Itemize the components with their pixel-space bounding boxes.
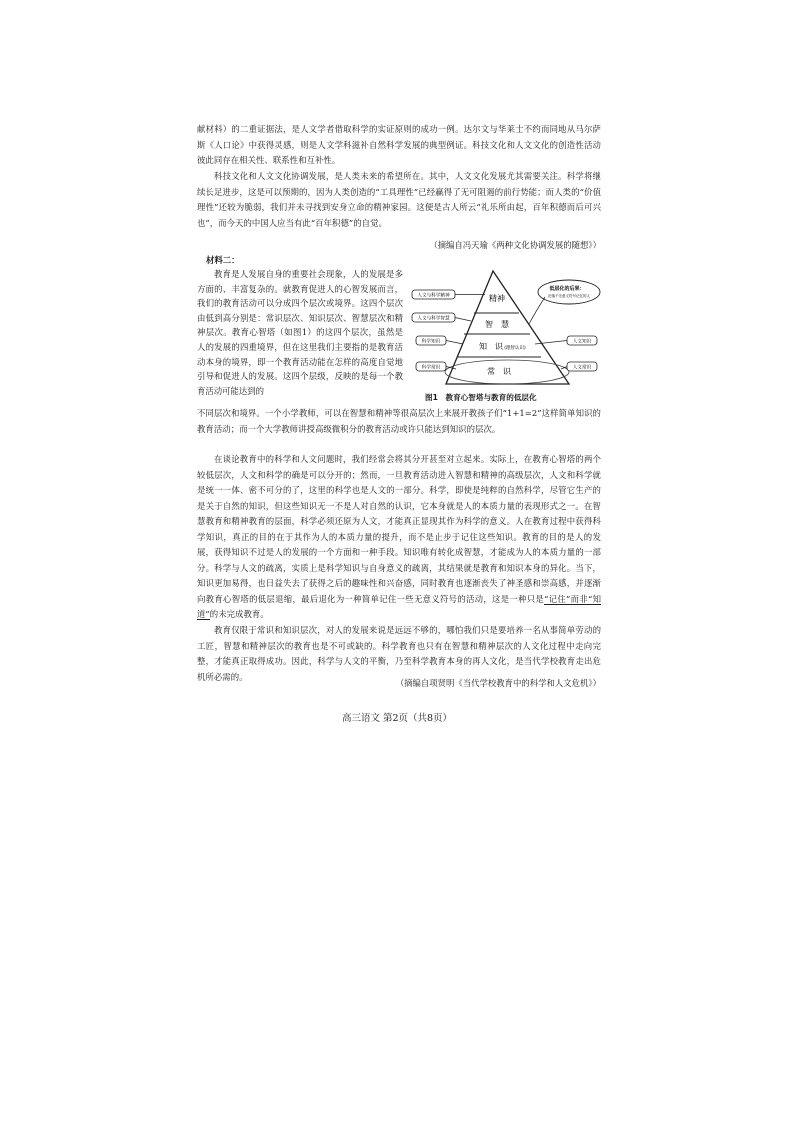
paragraph-4-body: 在谈论教育中的科学和人文问题时，我们经常会将其分开甚至对立起来。实际上，在教育心智塔的两个较低层次，人文和科学的确是可以分开的；然而，一旦教育活动进入智慧和精神的高级层次，人文和科学就是统一一体、密不可分的了，这里的科学也是人文的一部分。科学，即使是纯粹的自然科学，尽管它生产的是关于自然的知识，但这些知识无一不是人对自然的认识，它本身就是人的本质力量的表现形式之一。在智慧教育和精神教育的层面，科学必须还原为人文，才能真正显现其作为科学的意义。人在教育过程中获得科学知识，真正的目的在于其作为人的本质力量的提升，而不是止步于记住这些知识。教育的目的是人的发展，获得知识不过是人的发展的一个方面和一种手段。知识唯有转化成智慧，才能成为人的本质力量的一部分。科学与人文的疏离，实质上是科学知识与自身意义的疏离，其结果就是教育和知识本身的异化。当下，知识更加易得，也日益失去了获得之后的趣味性和兴奋感，同时教育也逐渐丧失了神圣感和崇高感，并逐渐向教育心智塔的低层退缩，最后退化为一种简单记住一些无意义符号的活动，这是一种只是 (197, 454, 601, 604)
bubble-pointer (529, 297, 545, 324)
page-footer: 高三语文 第2页（共8页） (341, 713, 453, 724)
box-humanities-science-spirit-text: 人文与科学精神 (417, 293, 450, 299)
paragraph-5: 教育仅限于常识和知识层次，对人的发展来说是远远不够的，哪怕我们只是要培养一名从事简单劳动的工匠，智慧和精神层次的教育也是不可或缺的。科学教育也只有在智慧和精神层次的人文化过程中走向完整，才能真正取得成功。因此，科学与人文的平衡，乃至科学教育本身的再人文化，是当代学校教育走出危机所必需的。 (197, 625, 601, 682)
box-humanities-science-wisdom-text: 人文与科学智慧 (417, 316, 450, 322)
consequence-bubble-title: 低层化的后果： (549, 286, 585, 292)
box-humanities-knowledge-text: 人文知识 (572, 339, 592, 345)
layer-common-sense-label: 常 识 (487, 367, 511, 376)
paragraph-1: 献材料）的二重证据法，是人文学者借取科学的实证原则的成功一例。达尔文与华莱士不约而同地从马尔萨斯《人口论》中获得灵感，则是人文学科滋补自然科学发展的典型例证。科技文化和人文文化的创造性活动彼此同存在相关性、联系性和互补性。 (197, 124, 601, 165)
paragraph-4 (197, 452, 601, 623)
knowledge-note: (理智认识) (504, 346, 526, 351)
pyramid-diagram (411, 266, 601, 394)
education-mind-tower-figure (411, 266, 601, 406)
connector-science-knowledge (446, 341, 463, 345)
layer-wisdom-label: 智 慧 (485, 320, 509, 329)
paragraph-4-ending: 的未完成教育。 (209, 609, 269, 619)
layer-knowledge-label: 知 识 (479, 342, 503, 351)
box-humanities-common-sense-text: 人文常识 (572, 365, 592, 371)
figure-caption: 图1 教育心智塔与教育的低层化 (425, 393, 537, 402)
paragraph-3-left-column: 教育是人发展自身的重要社会现象，人的发展是多方面的、丰富复杂的。就教育促进人的心智发展而言，我们的教育活动可以分成四个层次或境界。这四个层次由低到高分别是：常识层次、知识层次、智慧层次和精神层次。教育心智塔（如图1）的这四个层次，虽然是人的发展的四重境界，但在这里我们主要指的是教育活动本身的境界，即一个教育活动能在怎样的高度自觉地引导和促进人的发展。这四个层级，反映的是每一个教育活动可能达到的 (197, 269, 403, 396)
paragraph-2: 科技文化和人文文化协调发展，是人类未来的希望所在。其中，人文文化发展尤其需要关注。科学将继续长足进步，这是可以预期的，因为人类创造的“工具理性”已经赢得了无可阻遏的前行势能；而人类的“价值理性”还较为脆弱，我们并未寻找到安身立命的精神家园。这便是古人所云“礼乐所由起，百年积德而后可兴也”，而今天的中国人应当有此“百年积德”的自觉。 (197, 171, 601, 228)
box-science-common-sense-text: 科学常识 (421, 365, 441, 371)
consequence-bubble-text: 沦落于无意义符号记忆的人 (548, 294, 590, 298)
consequence-bubble (538, 280, 600, 304)
source-citation-1: （摘编自冯天瑜《两种文化协调发展的随想》） (429, 240, 601, 250)
layer-spirit-label: 精神 (489, 294, 505, 303)
paragraph-3-full-width: 不同层次和境界。一个小学教师，可以在智慧和精神等很高层次上来展开教孩子们“1+1=2”这样简单知识的教育活动；而一个大学教师讲授高级微积分的教育活动或许只能达到知识的层次。 (197, 408, 601, 434)
source-citation-2: （摘编自项贤明《当代学校教育中的科学和人文危机》） (395, 678, 601, 688)
connector-wisdom (455, 318, 471, 322)
box-science-knowledge-text: 科学知识 (421, 339, 441, 345)
paragraph-4-underlined-phrase: “记住”而非“知道” (197, 593, 601, 619)
material-two-label: 材料二： (206, 255, 240, 265)
